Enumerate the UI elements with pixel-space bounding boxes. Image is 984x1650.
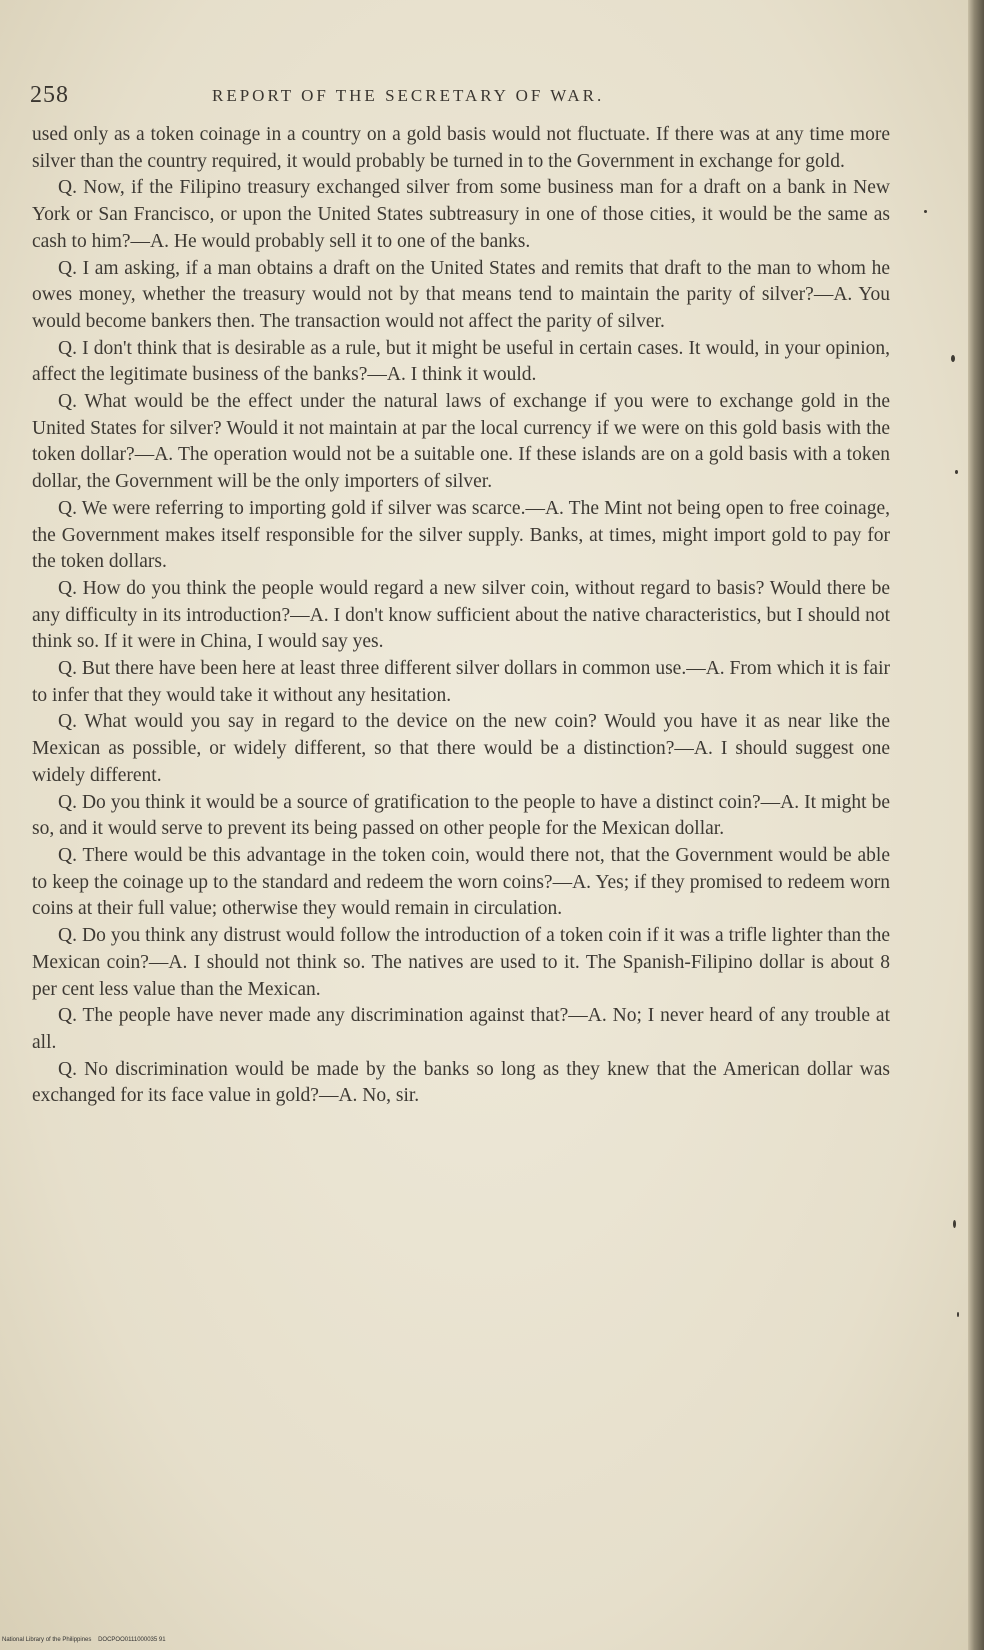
- running-head: REPORT OF THE SECRETARY OF WAR.: [212, 86, 605, 105]
- paragraph: Q. We were referring to importing gold if silver was scarce.—A. The Mint not being open to free coinage, the Government makes itself responsible for the silver supply. Banks, at times, might import gold to pay for the token dollars.: [32, 497, 890, 573]
- paragraph: Q. How do you think the people would regard a new silver coin, without regard to basis? Would there be any difficulty in its introduction?—A. I don't know sufficient about the native characteristics, but I should not think so. If it were in China, I would say yes.: [32, 577, 890, 653]
- page-number: 258: [30, 82, 69, 108]
- paragraph: Q. There would be this advantage in the token coin, would there not, that the Government would be able to keep the coinage up to the standard and redeem the worn coins?—A. Yes; if they promised to redeem worn coins at their full value; otherwise they would remain in circulation.: [32, 844, 890, 920]
- paragraph: used only as a token coinage in a country on a gold basis would not fluctuate. If there was at any time more silver than the country required, it would probably be turned in to the Government in exchange for gold.: [32, 124, 890, 172]
- page-header: [30, 82, 710, 118]
- paragraph: Q. What would be the effect under the natural laws of exchange if you were to exchange gold in the United States for silver? Would it not maintain at par the local currency if we were on this gold basis with the token dollar?—A. The operation would not be a suitable one. If these islands are on a gold basis with a token dollar, the Government will be the only importers of silver.: [32, 391, 890, 493]
- scan-speck: [924, 210, 927, 213]
- document-identifier: DOCPOO0111000035 91: [98, 1637, 166, 1643]
- page-binding-edge: [968, 0, 984, 1650]
- scan-speck: [953, 1220, 956, 1228]
- paragraph: Q. Do you think it would be a source of gratification to the people to have a distinct coin?—A. It might be so, and it would serve to prevent its being passed on other people for the Mexican dollar.: [32, 791, 890, 840]
- scan-footer: [2, 1637, 166, 1643]
- scan-speck: [957, 1312, 959, 1317]
- library-credit: National Library of the Philippines: [2, 1637, 92, 1643]
- scan-speck: [955, 470, 958, 474]
- paragraph: Q. The people have never made any discrimination against that?—A. No; I never heard of any trouble at all.: [32, 1005, 890, 1053]
- paragraph: Q. No discrimination would be made by the banks so long as they knew that the American dollar was exchanged for its face value in gold?—A. No, sir.: [32, 1058, 890, 1107]
- paragraph: Q. I am asking, if a man obtains a draft on the United States and remits that draft to the man to whom he owes money, whether the treasury would not by that means tend to maintain the parity of silver?—A. You would become bankers then. The transaction would not affect the parity of silver.: [32, 257, 890, 332]
- scan-speck: [951, 355, 955, 362]
- paragraph: Q. But there have been here at least three different silver dollars in common use.—A. From which it is fair to infer that they would take it without any hesitation.: [32, 658, 890, 706]
- body-text: [32, 122, 890, 1110]
- paragraph: Q. Do you think any distrust would follow the introduction of a token coin if it was a trifle lighter than the Mexican coin?—A. I should not think so. The natives are used to it. The Spanish-Filipino dollar is about 8 per cent less value than the Mexican.: [32, 925, 890, 1000]
- paragraph: Q. I don't think that is desirable as a rule, but it might be useful in certain cases. It would, in your opinion, affect the legitimate business of the banks?—A. I think it would.: [32, 337, 890, 386]
- paragraph: Q. Now, if the Filipino treasury exchanged silver from some business man for a draft on a bank in New York or San Francisco, or upon the United States subtreasury in one of those cities, it would be the same as cash to him?—A. He would probably sell it to one of the banks.: [32, 177, 890, 252]
- paragraph: Q. What would you say in regard to the device on the new coin? Would you have it as near like the Mexican as possible, or widely different, so that there would be a distinction?—A. I should suggest one widely different.: [32, 711, 890, 786]
